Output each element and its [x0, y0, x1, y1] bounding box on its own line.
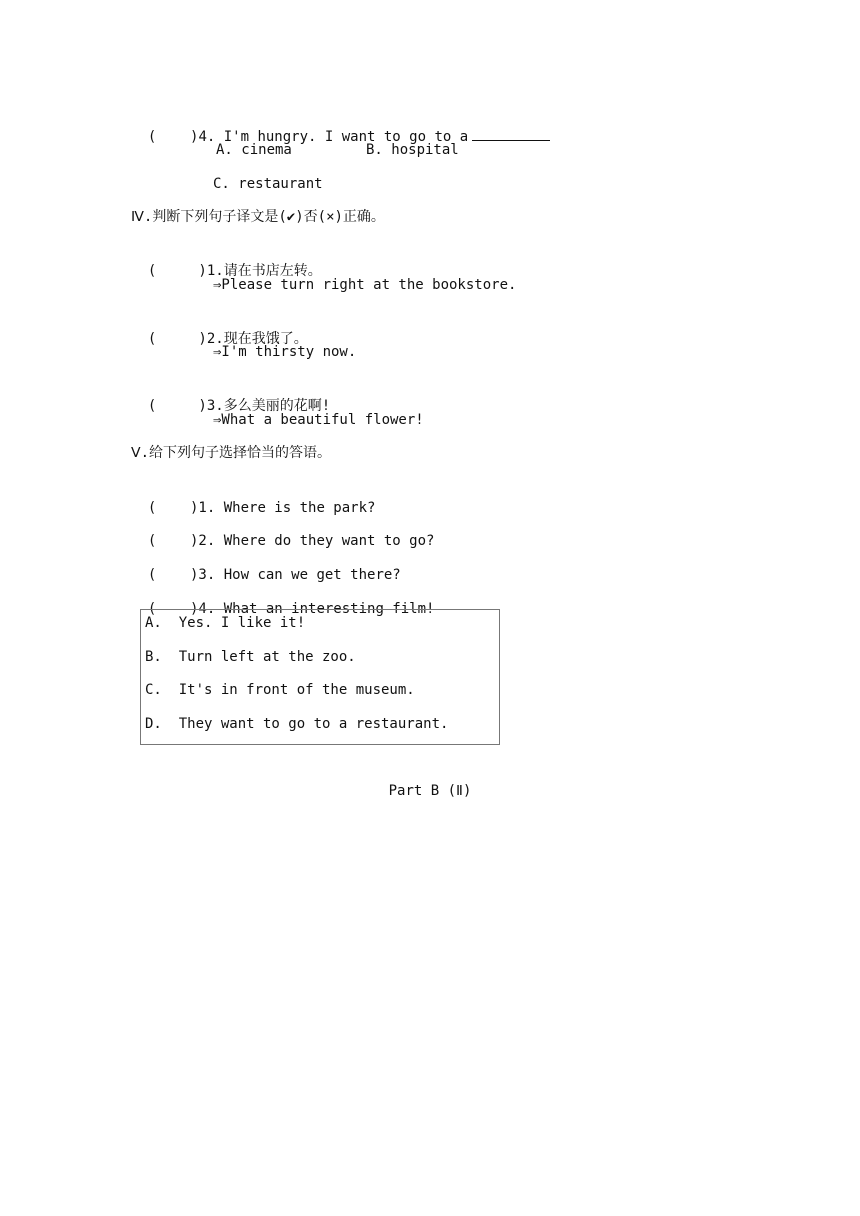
question-text: How can we get there? — [223, 567, 401, 583]
answer-paren[interactable]: ( )2. — [147, 533, 216, 549]
translation-2: ⇒I'm thirsty now. — [213, 344, 357, 360]
section-5-heading: Ⅴ.给下列句子选择恰当的答语。 — [131, 445, 332, 461]
chinese-sentence: 现在我饿了。 — [223, 331, 308, 347]
translation-1: ⇒Please turn right at the bookstore. — [213, 277, 517, 293]
answer-paren[interactable]: ( ) — [147, 129, 199, 145]
question-text: I'm hungry. I want to go to a — [223, 129, 469, 145]
section-4-heading: Ⅳ.判断下列句子译文是(✔)否(×)正确。 — [131, 209, 385, 225]
answer-blank[interactable] — [472, 126, 550, 141]
question-text: Where do they want to go? — [223, 533, 435, 549]
question-text: What an interesting film! — [223, 601, 435, 617]
question-text: Where is the park? — [223, 500, 376, 516]
question-3-4 — [131, 106, 550, 147]
question-number: 4. — [198, 129, 216, 145]
answer-paren[interactable]: ( )2. — [147, 331, 224, 347]
answer-option-a: A. Yes. I like it! — [145, 615, 306, 631]
option-b: B. hospital — [366, 142, 459, 158]
chinese-sentence: 请在书店左转。 — [223, 263, 322, 279]
translation-3: ⇒What a beautiful flower! — [213, 412, 424, 428]
chinese-sentence: 多么美丽的花啊! — [223, 398, 331, 414]
answer-paren[interactable]: ( )1. — [147, 500, 216, 516]
answer-options-box — [140, 609, 500, 745]
option-a: A. cinema — [216, 142, 292, 158]
answer-paren[interactable]: ( )4. — [147, 601, 216, 617]
answer-paren[interactable]: ( )1. — [147, 263, 224, 279]
answer-option-d: D. They want to go to a restaurant. — [145, 716, 449, 732]
part-label: Part B (Ⅱ) — [388, 783, 472, 799]
answer-paren[interactable]: ( )3. — [147, 567, 216, 583]
answer-paren[interactable]: ( )3. — [147, 398, 224, 414]
option-c: C. restaurant — [213, 176, 323, 192]
answer-option-b: B. Turn left at the zoo. — [145, 649, 356, 665]
answer-option-c: C. It's in front of the museum. — [145, 682, 415, 698]
